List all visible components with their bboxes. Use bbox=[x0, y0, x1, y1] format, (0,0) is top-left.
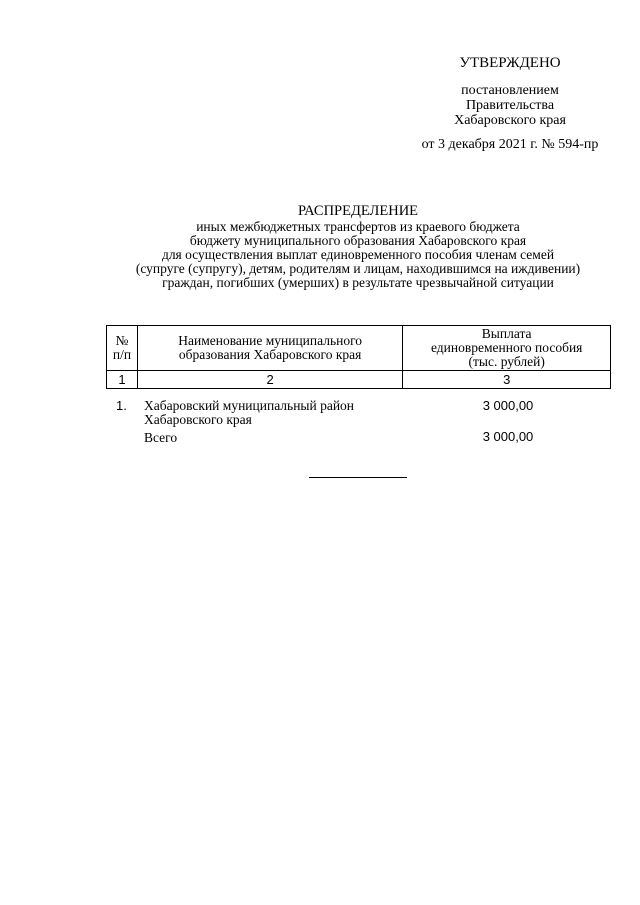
approval-line-3: Хабаровского края bbox=[454, 113, 566, 128]
document-subtitle bbox=[0, 220, 640, 290]
row-municipality bbox=[144, 399, 354, 427]
header-text: (тыс. рублей) bbox=[468, 354, 545, 369]
subtitle-line: бюджету муниципального образования Хабаровского края bbox=[189, 233, 527, 248]
approval-title: УТВЕРЖДЕНО bbox=[459, 55, 561, 71]
header-text: п/п bbox=[112, 347, 132, 362]
approval-block bbox=[380, 56, 640, 152]
table-header-row bbox=[107, 326, 611, 371]
document-heading: РАСПРЕДЕЛЕНИЕ bbox=[297, 203, 419, 219]
header-text: № bbox=[115, 333, 129, 348]
row-number: 1. bbox=[116, 398, 127, 413]
distribution-table bbox=[106, 325, 611, 389]
subtitle-line: для осуществления выплат единовременного пособия членам семей bbox=[161, 247, 555, 262]
municipality-line: Хабаровского края bbox=[144, 412, 252, 427]
header-text: Выплата bbox=[481, 326, 532, 341]
approval-line-1: постановлением bbox=[461, 83, 559, 98]
end-divider bbox=[309, 477, 407, 478]
total-label: Всего bbox=[144, 430, 178, 445]
header-municipality bbox=[137, 326, 402, 371]
subtitle-line: иных межбюджетных трансфертов из краевого бюджета bbox=[196, 219, 520, 234]
column-number: 1 bbox=[107, 371, 138, 389]
header-text: единовременного пособия bbox=[430, 340, 583, 355]
row-amount: 3 000,00 bbox=[482, 398, 534, 413]
column-number: 2 bbox=[137, 371, 402, 389]
subtitle-line: граждан, погибших (умерших) в результате чрезвычайной ситуации bbox=[162, 275, 554, 290]
municipality-line: Хабаровский муниципальный район bbox=[144, 398, 355, 413]
header-text: Наименование муниципального bbox=[178, 333, 363, 348]
approval-line-2: Правительства bbox=[465, 98, 555, 113]
column-number-row bbox=[107, 371, 611, 389]
header-text: образования Хабаровского края bbox=[178, 347, 362, 362]
column-number: 3 bbox=[403, 371, 611, 389]
total-amount: 3 000,00 bbox=[482, 429, 534, 444]
header-number bbox=[107, 326, 138, 371]
subtitle-line: (супруге (супругу), детям, родителям и лицам, находившимся на иждивении) bbox=[135, 261, 581, 276]
header-payment bbox=[403, 326, 611, 371]
approval-date: от 3 декабря 2021 г. № 594-пр bbox=[421, 137, 599, 152]
